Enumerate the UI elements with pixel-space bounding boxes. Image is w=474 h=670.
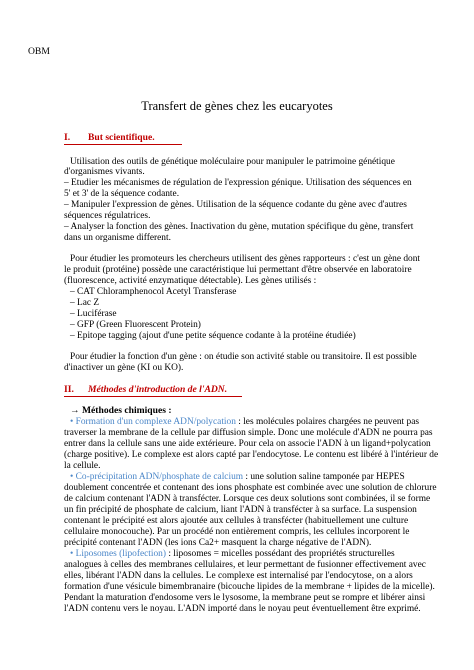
paragraph-line: Pour étudier les promoteurs les chercheurs utilisent des gènes rapporteurs : c'est un gène dont — [70, 254, 421, 264]
section-2-underline — [64, 396, 242, 397]
paragraph-line: d'organismes vivants. — [64, 167, 145, 177]
paragraph-line: Pour étudier la fonction d'un gène : on étudie son activité stable ou transitoire. Il est possible — [70, 352, 417, 362]
method-line: formation d'une vésicule bimembranaire (bicouche lipides de la membrane + lipides de la micelle). — [64, 582, 435, 592]
method-name: Co-précipitation ADN/phosphate de calcium — [75, 472, 244, 482]
method-line: (charge positive). Le complexe est alors capté par l'endocytose. Le contenu est libéré à l'intérieur de — [64, 450, 439, 460]
method-first-line — [70, 472, 405, 483]
method-first-line — [70, 549, 395, 560]
section-1-underline — [64, 144, 182, 145]
gene-list-item: – CAT Chloramphenocol Acetyl Transferase — [70, 287, 237, 297]
method-line: traverser la membrane de la cellule par diffusion simple. Donc une molécule d'ADN ne pourra pas — [64, 428, 433, 438]
method-line: doublement concentrée et contenant des ions phosphate est combinée avec une solution de chlorure — [64, 483, 437, 493]
section-1-number: I. — [64, 132, 71, 143]
method-text: : les molécules polaires chargées ne peuvent pas — [235, 417, 420, 427]
method-first-line — [70, 417, 419, 428]
objective-line: 5' et 3' de la séquence codante. — [64, 189, 180, 199]
paragraph-line: le produit (protéine) possède une caractéristique lui permettant d'être observée en laboratoire — [64, 265, 412, 275]
method-line: précipité contenant l'ADN (les ions Ca2+ masquent la charge négative de l'ADN). — [64, 538, 372, 548]
gene-list-item: – Lac Z — [70, 298, 100, 308]
document-header: OBM — [28, 46, 50, 57]
method-line: analogues à celles des membranes cellulaires, et leur permettant de fusionner effectivement avec — [64, 560, 426, 570]
method-line: contenant le précipité est alors ajoutée aux cellules à transfécter (habituellement une culture — [64, 516, 409, 526]
method-line: entrer dans la cellule sans une aide extérieure. Pour cela on associe l'ADN à un ligand+polycation — [64, 439, 431, 449]
method-bullet: • — [70, 417, 76, 427]
section-2-number: II. — [64, 384, 74, 395]
gene-list-item: – Epitope tagging (ajout d'une petite séquence codante à la protéine étudiée) — [70, 331, 356, 341]
method-line: un fin précipité de phosphate de calcium, liant l'ADN à transfécter à sa surface. La suspension — [64, 505, 417, 515]
method-line: elles, libérant l'ADN dans la cellules. Le complexe est internalisé par l'endocytose, on a alors — [64, 571, 413, 581]
method-line: la cellule. — [64, 461, 101, 471]
paragraph-line: Utilisation des outils de génétique moléculaire pour manipuler le patrimoine génétique — [70, 157, 395, 167]
gene-list-item: – GFP (Green Fluorescent Protein) — [70, 320, 201, 330]
method-line: l'ADN contenu vers le noyau. L'ADN importé dans le noyau peut éventuellement être exprimé. — [64, 604, 421, 614]
section-2-heading — [64, 384, 227, 395]
method-line: Pendant la maturation d'endosome vers le lysosome, la membrane peut se rompre et libérer ainsi — [64, 593, 426, 603]
paragraph-line: d'inactiver un gène (KI ou KO). — [64, 363, 184, 373]
section-1-heading — [64, 132, 155, 143]
method-name: Formation d'un complexe ADN/polycation — [75, 417, 236, 427]
subsection-heading: → Méthodes chimiques : — [70, 405, 172, 416]
method-bullet: • — [70, 549, 76, 559]
method-line: cellulaire monocouche). Par un procédé non entièrement compris, les cellules incorporent le — [64, 527, 410, 537]
method-name: Liposomes (lipofection) — [75, 549, 166, 559]
section-1-title: But scientifique. — [88, 132, 155, 143]
method-bullet: • — [70, 472, 76, 482]
document-title: Transfert de gènes chez les eucaryotes — [141, 99, 333, 113]
section-2-title: Méthodes d'introduction de l'ADN. — [88, 384, 228, 395]
objective-line: – Analyser la fonction des gènes. Inactivation du gène, mutation spécifique du gène, transfert — [64, 222, 414, 232]
method-text: : liposomes = micelles possédant des propriétés structurelles — [166, 549, 395, 559]
gene-list-item: – Luciférase — [70, 309, 117, 319]
objective-line: – Manipuler l'expression de gènes. Utilisation de la séquence codante du gène avec d'autres — [64, 200, 407, 210]
paragraph-line: (fluorescence, activité enzymatique détectable). Les gènes utilisés : — [64, 276, 317, 286]
objective-line: dans un organisme different. — [64, 233, 171, 243]
objective-line: – Etudier les mécanismes de régulation de l'expression génique. Utilisation des séquences en — [64, 178, 412, 188]
objective-line: séquences régulatrices. — [64, 211, 151, 221]
method-line: de calcium contenant l'ADN à transfécter. Lorsque ces deux solutions sont combinées, il se forme — [64, 494, 431, 504]
method-text: : une solution saline tamponée par HEPES — [243, 472, 405, 482]
